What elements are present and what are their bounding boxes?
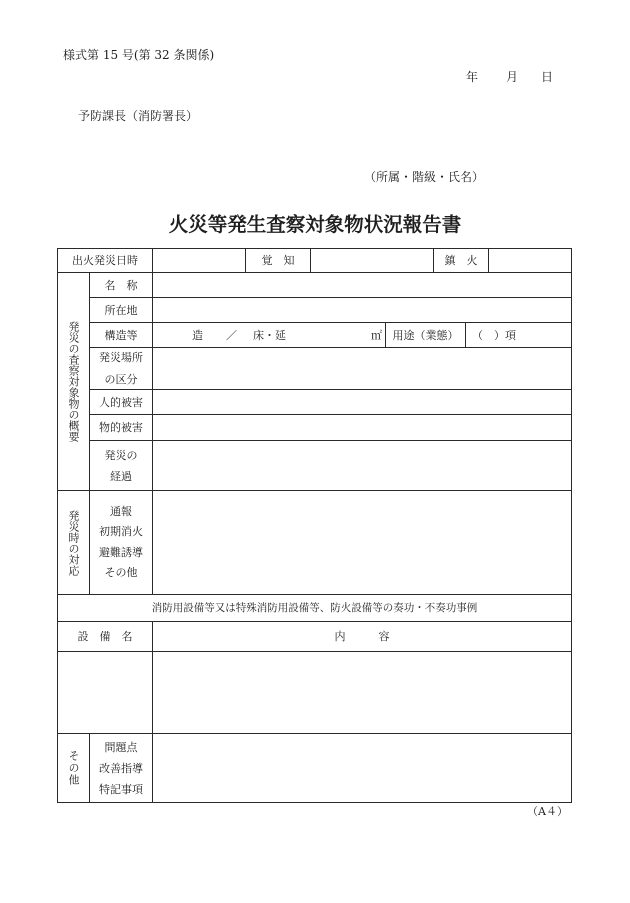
equipment-name-header-text: 設 備 名 xyxy=(77,630,133,643)
awareness-value xyxy=(310,248,434,273)
form-number: 様式第 15 号(第 32 条関係) xyxy=(63,48,215,62)
name-value xyxy=(152,272,572,298)
human-damage-value xyxy=(152,389,572,415)
response-item-initial-extinguishing: 初期消火 xyxy=(99,525,143,538)
report-table xyxy=(57,248,572,803)
usage-label-text: 用途（業態） xyxy=(392,328,459,342)
structure-label xyxy=(89,322,153,348)
usage-item-value xyxy=(465,322,572,348)
structure-unit-text: ㎡ xyxy=(371,329,382,342)
name-label xyxy=(89,272,153,298)
response-items-label xyxy=(89,490,153,595)
equipment-heading-text: 消防用設備等又は特殊消防用設備等、防火設備等の奏功・不奏功事例 xyxy=(151,601,478,614)
date-month-label: 月 xyxy=(506,70,519,84)
other-value xyxy=(152,733,572,803)
usage-item-text: （ ）項 xyxy=(472,328,516,342)
location-label-line-1: 発災場所 xyxy=(99,350,143,364)
human-damage-text: 人的被害 xyxy=(99,395,143,409)
progress-label-line-2: 経過 xyxy=(110,469,132,483)
occurrence-datetime-text: 出火発災日時 xyxy=(72,254,138,267)
overview-section-label xyxy=(57,272,90,491)
usage-label xyxy=(385,322,466,348)
structure-construction-text: 造 xyxy=(192,329,203,342)
other-section-text: その他 xyxy=(67,750,80,786)
other-item-problems: 問題点 xyxy=(104,740,138,754)
equipment-content-header xyxy=(152,621,572,652)
address-label xyxy=(89,297,153,323)
response-item-report: 通報 xyxy=(110,504,132,518)
sender-fields: （所属・階級・氏名） xyxy=(364,170,485,184)
overview-section-text: 発災の査察対象物の概要 xyxy=(67,321,80,442)
name-label-text: 名 称 xyxy=(104,278,138,292)
address-value xyxy=(152,297,572,323)
response-item-evacuation-guidance: 避難誘導 xyxy=(99,545,143,559)
location-value xyxy=(152,347,572,390)
paper-size-label: （A４） xyxy=(527,805,568,818)
extinguished-label xyxy=(433,248,489,273)
structure-value xyxy=(152,322,386,348)
property-damage-label xyxy=(89,414,153,441)
other-section-label xyxy=(57,733,90,803)
document-title: 火災等発生査察対象物状況報告書 xyxy=(168,213,462,236)
equipment-content-header-text: 内 容 xyxy=(334,630,390,643)
location-label-line-2: の区分 xyxy=(104,372,138,386)
equipment-name-value xyxy=(57,651,153,734)
property-damage-text: 物的被害 xyxy=(99,421,143,434)
response-item-other: その他 xyxy=(104,566,138,579)
progress-value xyxy=(152,440,572,491)
other-item-improvement-guidance: 改善指導 xyxy=(99,761,143,775)
other-items-label xyxy=(89,733,153,803)
equipment-heading xyxy=(57,594,572,622)
awareness-label xyxy=(245,248,311,273)
date-day-label: 日 xyxy=(541,70,554,84)
equipment-name-header xyxy=(57,621,153,652)
occurrence-datetime-label xyxy=(57,248,153,273)
structure-floor-area-text: 床・延 xyxy=(253,329,286,342)
progress-label-line-1: 発災の xyxy=(104,448,138,462)
human-damage-label xyxy=(89,389,153,415)
response-section-text: 発災時の対応 xyxy=(67,509,80,576)
occurrence-datetime-value xyxy=(152,248,246,273)
equipment-content-value xyxy=(152,651,572,734)
response-value xyxy=(152,490,572,595)
extinguished-text: 鎮 火 xyxy=(444,254,478,267)
structure-separator: ／ xyxy=(226,329,237,342)
progress-label xyxy=(89,440,153,491)
addressee: 予防課長（消防署長） xyxy=(78,109,199,123)
date-year-label: 年 xyxy=(466,70,479,84)
extinguished-value xyxy=(488,248,572,273)
location-label xyxy=(89,347,153,390)
awareness-text: 覚 知 xyxy=(261,254,295,267)
property-damage-value xyxy=(152,414,572,441)
other-item-special-notes: 特記事項 xyxy=(99,782,143,796)
structure-label-text: 構造等 xyxy=(104,328,138,342)
address-label-text: 所在地 xyxy=(104,303,138,317)
response-section-label xyxy=(57,490,90,595)
